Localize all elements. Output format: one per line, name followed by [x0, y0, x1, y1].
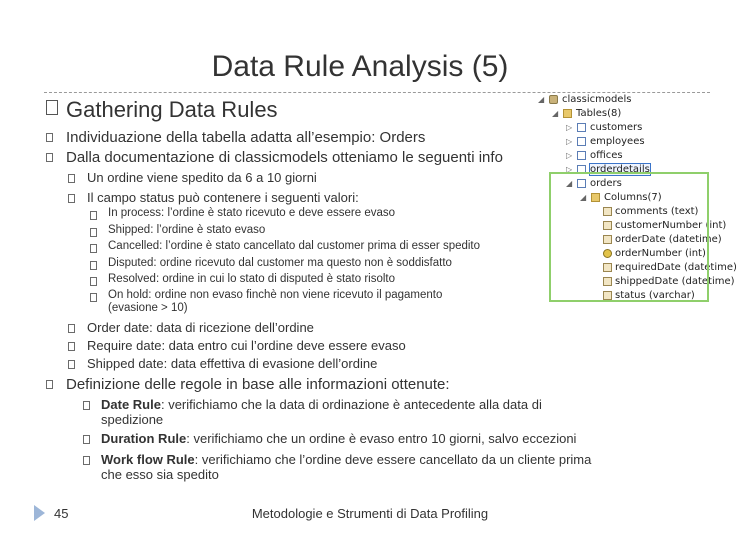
bullet-icon: [46, 153, 53, 162]
list-item: Require date: data entro cui l’ordine deve essere evaso: [87, 338, 406, 353]
database-icon: [549, 95, 558, 104]
list-item: Order date: data di ricezione dell’ordine: [87, 320, 314, 335]
rule-text-continuation: che esso sia spedito: [101, 467, 219, 482]
table-icon: [577, 123, 586, 132]
bullet-icon: [83, 401, 90, 410]
tree-column[interactable]: orderNumber (int): [615, 248, 706, 259]
rule-name: Date Rule: [101, 397, 161, 412]
list-item: Shipped date: data effettiva di evasione dell’ordine: [87, 356, 378, 371]
expand-icon[interactable]: ▷: [566, 165, 573, 174]
rule-text: : verifichiamo che un ordine è evaso entro 10 giorni, salvo eccezioni: [186, 431, 577, 446]
expand-icon[interactable]: ▷: [566, 123, 573, 132]
bullet-icon: [68, 194, 75, 203]
tree-column[interactable]: requiredDate (datetime): [615, 262, 737, 273]
list-item: Resolved: ordine in cui lo stato di disputed è stato risolto: [108, 273, 396, 285]
bullet-icon: [90, 244, 97, 253]
list-item: Cancelled: l’ordine è stato cancellato dal customer prima di esser spedito: [108, 240, 481, 252]
list-item: Definizione delle regole in base alle informazioni ottenute:: [66, 376, 450, 393]
table-icon: [577, 137, 586, 146]
heading-text: Gathering Data Rules: [66, 97, 278, 122]
bullet-icon: [83, 456, 90, 465]
rule-item: [101, 397, 542, 412]
rule-item: [101, 452, 591, 467]
rule-name: Work flow Rule: [101, 452, 195, 467]
footer-course-title: Metodologie e Strumenti di Data Profiling: [251, 506, 489, 521]
tree-column[interactable]: customerNumber (int): [615, 220, 727, 231]
rule-text-continuation: spedizione: [101, 412, 164, 427]
list-item: In process: l’ordine è stato ricevuto e deve essere evaso: [108, 207, 396, 219]
bullet-icon: [46, 380, 53, 389]
footer-arrow-icon: [34, 505, 45, 521]
bullet-icon: [46, 133, 53, 142]
bullet-icon: [90, 211, 97, 220]
tree-column[interactable]: orderDate (datetime): [615, 234, 722, 245]
table-icon: [577, 151, 586, 160]
list-item: Disputed: ordine ricevuto dal customer ma questo non è soddisfatto: [108, 257, 452, 269]
list-item: Individuazione della tabella adatta all’esempio: Orders: [66, 129, 426, 146]
highlight-box: [549, 172, 709, 302]
tree-column[interactable]: status (varchar): [615, 290, 695, 301]
list-item: Un ordine viene spedito da 6 a 10 giorni: [87, 170, 317, 185]
list-item: Il campo status può contenere i seguenti valori:: [87, 190, 359, 205]
tree-column[interactable]: comments (text): [615, 206, 699, 217]
bullet-icon: [46, 100, 58, 115]
expand-icon[interactable]: ▷: [566, 151, 573, 160]
list-item-continuation: (evasione > 10): [108, 302, 188, 314]
tree-table-selected[interactable]: orderdetails: [590, 164, 650, 175]
rule-name: Duration Rule: [101, 431, 187, 446]
list-item: On hold: ordine non evaso finchè non viene ricevuto il pagamento: [108, 289, 443, 301]
expand-icon[interactable]: ▷: [566, 137, 573, 146]
folder-icon: [563, 109, 572, 118]
tree-table[interactable]: offices: [590, 150, 623, 161]
bullet-icon: [90, 228, 97, 237]
slide-title: Data Rule Analysis (5): [211, 50, 509, 83]
list-item: Shipped: l’ordine è stato evaso: [108, 224, 266, 236]
tree-table[interactable]: employees: [590, 136, 645, 147]
rule-text: : verifichiamo che la data di ordinazione è antecedente alla data di: [160, 397, 542, 412]
tree-table[interactable]: customers: [590, 122, 643, 133]
bullet-icon: [68, 174, 75, 183]
tree-root[interactable]: classicmodels: [562, 94, 632, 105]
page-number: 45: [54, 506, 69, 521]
collapse-icon[interactable]: ◢: [580, 193, 587, 202]
tree-table[interactable]: orders: [590, 178, 622, 189]
tree-columns-folder[interactable]: Columns(7): [604, 192, 662, 203]
collapse-icon[interactable]: ◢: [566, 179, 573, 188]
collapse-icon[interactable]: ◢: [538, 95, 545, 104]
tree-tables-folder[interactable]: Tables(8): [576, 108, 622, 119]
bullet-icon: [68, 360, 75, 369]
collapse-icon[interactable]: ◢: [552, 109, 559, 118]
rule-item: [101, 431, 576, 446]
bullet-icon: [90, 261, 97, 270]
section-heading: [66, 97, 278, 123]
bullet-icon: [90, 293, 97, 302]
bullet-icon: [68, 324, 75, 333]
rule-text: : verifichiamo che l’ordine deve essere cancellato da un cliente prima: [194, 452, 592, 467]
list-item: Dalla documentazione di classicmodels otteniamo le seguenti info: [66, 149, 503, 166]
bullet-icon: [90, 277, 97, 286]
bullet-icon: [68, 342, 75, 351]
bullet-icon: [83, 435, 90, 444]
tree-column[interactable]: shippedDate (datetime): [615, 276, 735, 287]
